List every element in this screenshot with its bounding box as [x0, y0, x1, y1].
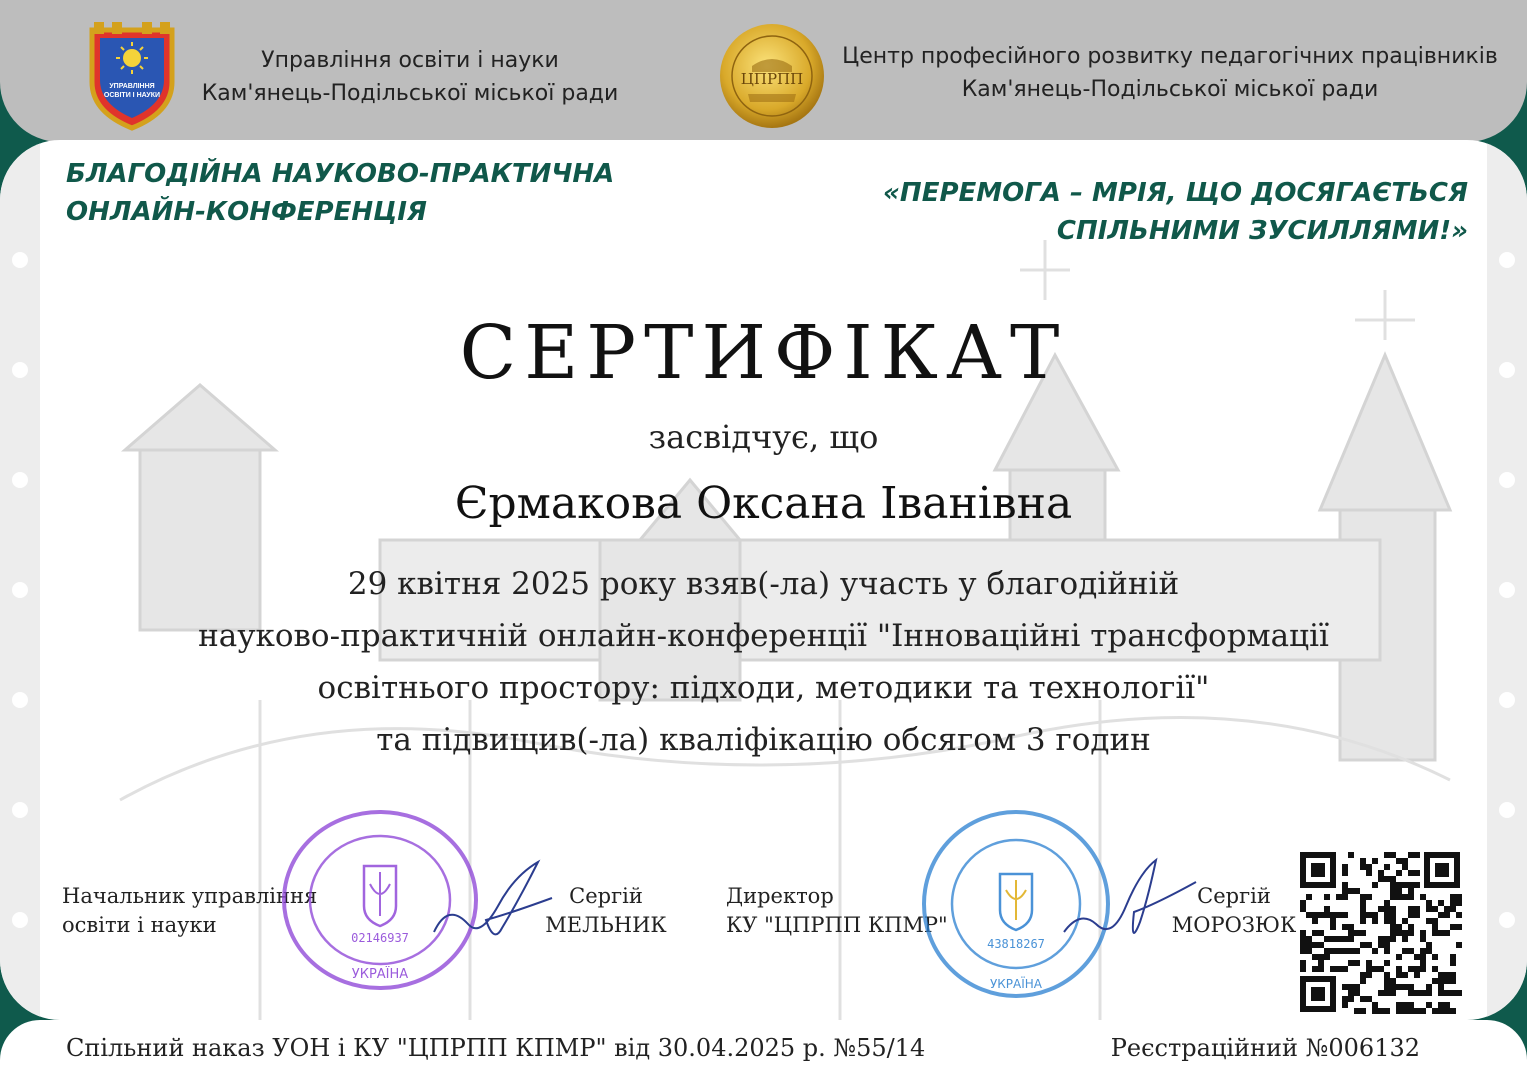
left-signatory-name	[538, 882, 674, 940]
conference-motto	[860, 174, 1468, 250]
right-position-line2: КУ "ЦПРПП КПМР"	[726, 913, 948, 937]
certificate-title: СЕРТИФІКАТ	[459, 310, 1068, 396]
conference-type	[66, 155, 666, 231]
left-stamp-country: УКРАЇНА	[351, 967, 409, 982]
conference-motto-line2: СПІЛЬНИМИ ЗУСИЛЛЯМИ!»	[1056, 216, 1468, 246]
body-line3: освітнього простору: підходи, методики та технології"	[317, 670, 1210, 706]
education-department-name	[190, 44, 630, 110]
body-line2: науково-практичній онлайн-конференції "Інноваційні трансформації	[198, 618, 1329, 654]
body-line4: та підвищив(-ла) кваліфікацію обсягом 3 годин	[376, 722, 1151, 758]
emblem-text-line2: ОСВІТИ І НАУКИ	[103, 92, 161, 99]
gold-medal-seal-icon	[718, 22, 826, 130]
registration-number: Реєстраційний №006132	[1110, 1034, 1420, 1062]
conference-type-line2: ОНЛАЙН-КОНФЕРЕНЦІЯ	[66, 197, 427, 227]
body-line1: 29 квітня 2025 року взяв(-ла) участь у благодійній	[347, 566, 1180, 602]
left-org-line1: Управління освіти і науки	[261, 48, 559, 73]
left-stamp-code: 02146937	[351, 931, 409, 945]
right-stamp-country: УКРАЇНА	[989, 977, 1043, 991]
left-signatory-position	[62, 882, 317, 940]
certifies-text: засвідчує, що	[648, 418, 879, 456]
right-signatory-name	[1166, 882, 1302, 940]
right-org-line2: Кам'янець-Подільської міської ради	[961, 77, 1379, 102]
left-position-line1: Начальник управління	[62, 884, 318, 908]
medal-text: ЦПРПП	[740, 70, 804, 88]
order-reference: Спільний наказ УОН і КУ "ЦПРПП КПМР" від 30.04.2025 р. №55/14	[66, 1034, 926, 1062]
left-org-line2: Кам'янець-Подільської міської ради	[201, 81, 619, 106]
left-first-name: Сергій	[569, 884, 643, 908]
left-position-line2: освіти і науки	[62, 913, 217, 937]
right-position-line1: Директор	[726, 884, 834, 908]
qr-code-icon[interactable]	[1298, 850, 1462, 1014]
right-signatory-position	[726, 882, 948, 940]
conference-motto-line1: «ПЕРЕМОГА – МРІЯ, ЩО ДОСЯГАЄТЬСЯ	[883, 178, 1468, 208]
right-stamp-code: 43818267	[987, 937, 1045, 951]
recipient-name: Єрмакова Оксана Іванівна	[454, 478, 1073, 529]
left-last-name: МЕЛЬНИК	[545, 913, 667, 937]
right-last-name: МОРОЗЮК	[1171, 913, 1297, 937]
right-first-name: Сергій	[1197, 884, 1271, 908]
certificate-body	[60, 558, 1467, 766]
conference-type-line1: БЛАГОДІЙНА НАУКОВО-ПРАКТИЧНА	[66, 159, 615, 189]
teacher-development-center-name	[835, 40, 1505, 106]
right-org-line1: Центр професійного розвитку педагогічних працівників	[842, 44, 1498, 69]
city-emblem-icon	[84, 20, 180, 132]
emblem-text-line1: УПРАВЛІННЯ	[109, 83, 155, 90]
header-bar	[0, 0, 1527, 142]
